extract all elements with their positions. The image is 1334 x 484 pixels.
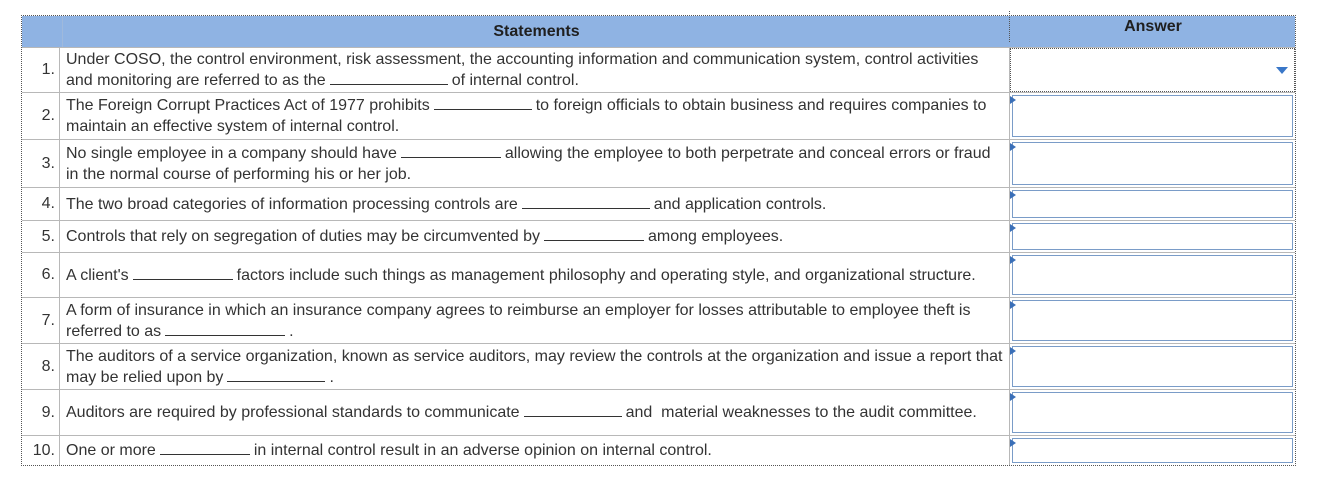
statement-text (66, 93, 1006, 139)
dropdown-marker-icon (1010, 301, 1016, 309)
table-row (22, 252, 1295, 297)
statement-part-2: . (289, 322, 294, 340)
table-row (22, 220, 1295, 252)
row-number: 8. (22, 344, 60, 389)
blank-line (524, 402, 622, 417)
answer-dropdown[interactable] (1012, 392, 1293, 433)
statement-text (66, 298, 1006, 343)
statement-part-2: . (329, 368, 334, 386)
table-row (22, 47, 1295, 92)
table-header (22, 16, 1295, 47)
blank-line (544, 226, 644, 241)
blank-line (165, 321, 285, 336)
statement-text (66, 221, 1006, 252)
statement-part-1: No single employee in a company should have (66, 144, 397, 162)
header-statements: Statements (493, 23, 580, 40)
answer-cell (1009, 390, 1295, 435)
dropdown-marker-icon (1010, 191, 1016, 199)
dropdown-marker-icon (1010, 347, 1016, 355)
table-row (22, 389, 1295, 435)
header-number (22, 16, 63, 47)
statement-text (66, 188, 1006, 220)
answer-cell (1009, 140, 1295, 187)
answer-cell (1009, 436, 1295, 465)
statement-part-1: A form of insurance in which an insurance company agrees to reimburse an employer for losses attributable to employee theft is referred to as (66, 301, 975, 340)
answer-dropdown[interactable] (1012, 438, 1293, 463)
table-row (22, 435, 1295, 465)
blank-line (434, 95, 532, 110)
statement-part-2: and material weaknesses to the audit committee. (625, 404, 977, 421)
blank-line (522, 194, 650, 209)
dropdown-marker-icon (1010, 96, 1016, 104)
blank-line (227, 367, 325, 382)
answer-dropdown[interactable] (1012, 95, 1293, 137)
statement-part-2: allowing the employee to both perpetrate and conceal errors or fraud in the normal course of performing his or her job. (66, 144, 995, 183)
table-row (22, 139, 1295, 187)
answer-dropdown[interactable] (1010, 48, 1295, 92)
answer-cell (1009, 298, 1295, 343)
statement-text (66, 344, 1006, 389)
statement-text (66, 140, 1006, 187)
statement-part-2: in internal control result in an adverse opinion on internal control. (253, 442, 712, 459)
answer-cell (1009, 93, 1295, 139)
answer-dropdown[interactable] (1012, 300, 1293, 341)
table-row (22, 343, 1295, 389)
row-number: 7. (22, 298, 60, 343)
answer-cell (1009, 221, 1295, 252)
statement-text (66, 48, 1006, 92)
statement-part-1: Auditors are required by professional standards to communicate (66, 404, 520, 421)
statement-text (66, 436, 1006, 465)
statement-part-2: factors include such things as management philosophy and operating style, and organizational structure. (236, 266, 976, 284)
row-number: 4. (22, 188, 60, 220)
answer-dropdown[interactable] (1012, 223, 1293, 250)
table-row (22, 187, 1295, 220)
statement-part-2: among employees. (648, 228, 784, 245)
statement-part-2: of internal control. (451, 72, 579, 89)
row-number: 1. (22, 48, 60, 92)
statement-part-2: and application controls. (653, 195, 827, 213)
dropdown-marker-icon (1010, 256, 1016, 264)
statement-part-1: One or more (66, 442, 156, 459)
statement-part-1: The auditors of a service organization, known as service auditors, may review the controls at the organization and issue a report that may be relied upon by (66, 347, 1007, 386)
dropdown-marker-icon (1010, 143, 1016, 151)
answer-dropdown[interactable] (1012, 255, 1293, 295)
blank-line (133, 265, 233, 280)
row-number: 5. (22, 221, 60, 252)
answer-dropdown[interactable] (1012, 142, 1293, 185)
statement-text (66, 390, 1006, 435)
statement-part-1: The Foreign Corrupt Practices Act of 1977 prohibits (66, 97, 430, 114)
row-number: 10. (22, 436, 60, 465)
blank-line (330, 70, 448, 85)
row-number: 6. (22, 253, 60, 297)
dropdown-marker-icon (1010, 224, 1016, 232)
statement-text (66, 253, 1006, 297)
blank-line (160, 440, 250, 455)
statement-part-1: A client's (66, 266, 129, 284)
row-number: 9. (22, 390, 60, 435)
dropdown-marker-icon (1010, 393, 1016, 401)
statement-part-1: Controls that rely on segregation of duties may be circumvented by (66, 228, 541, 245)
answer-dropdown[interactable] (1012, 346, 1293, 387)
answer-dropdown[interactable] (1012, 190, 1293, 218)
statement-part-1: Under COSO, the control environment, risk assessment, the accounting information and communication system, control activities and monitoring are referred to as the (66, 51, 983, 89)
chevron-down-icon[interactable] (1276, 67, 1288, 74)
dropdown-marker-icon (1010, 439, 1016, 447)
header-answer: Answer (1009, 11, 1296, 42)
answer-cell (1009, 48, 1295, 92)
blank-line (401, 143, 501, 158)
table-row (22, 297, 1295, 343)
answer-cell (1009, 253, 1295, 297)
statement-part-2: to foreign officials to obtain business and requires companies to maintain an effective system of internal control. (66, 97, 991, 135)
row-number: 2. (22, 93, 60, 139)
table-row (22, 92, 1295, 139)
answer-cell (1009, 344, 1295, 389)
answer-cell (1009, 188, 1295, 220)
row-number: 3. (22, 140, 60, 187)
matching-table (21, 15, 1296, 466)
statement-part-1: The two broad categories of information processing controls are (66, 195, 518, 213)
